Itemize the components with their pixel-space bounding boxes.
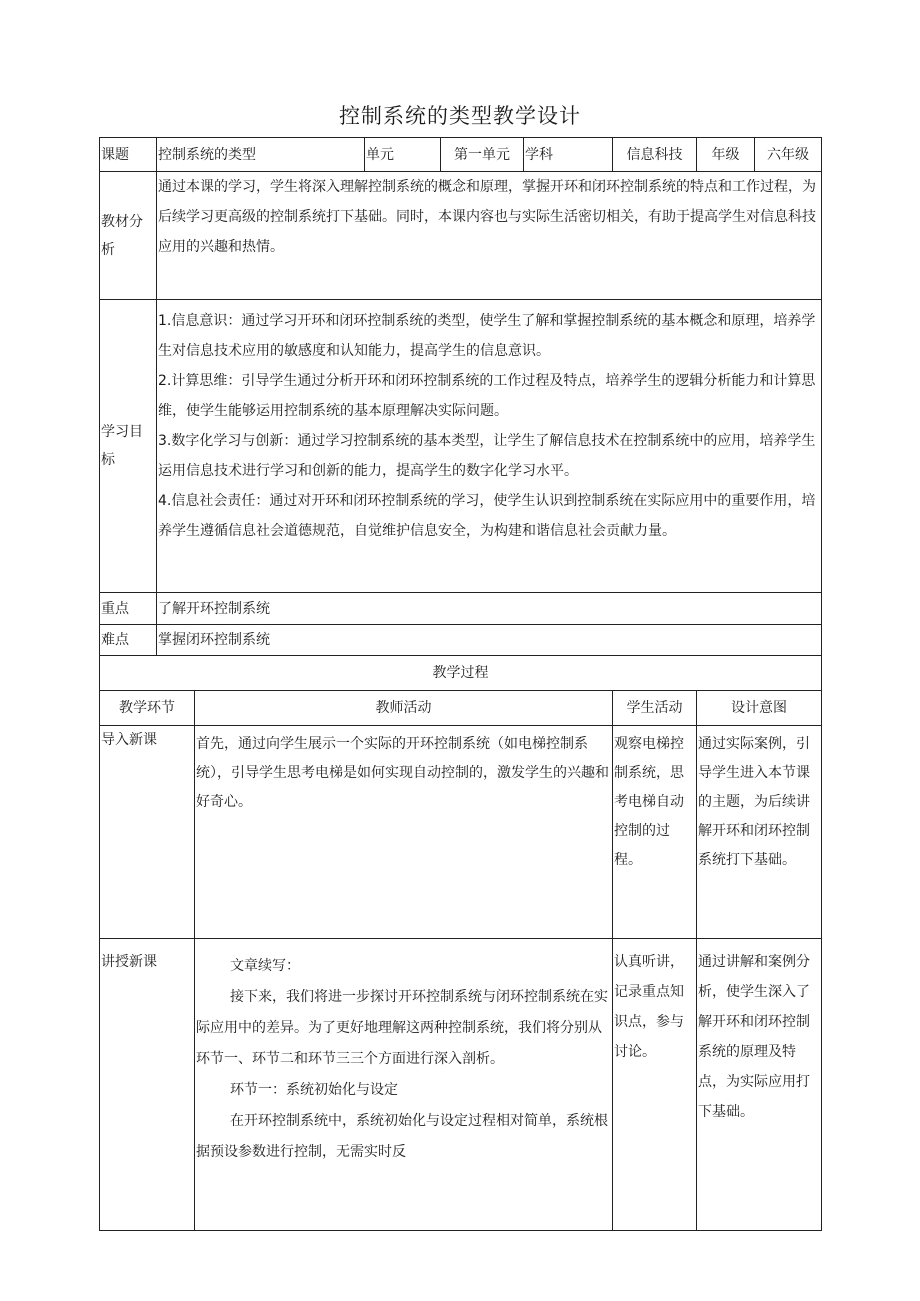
unit-value: 第一单元: [441, 138, 524, 172]
objectives-label: 学习目标: [100, 300, 157, 593]
intro-stage: 导入新课: [100, 726, 195, 939]
objective-item: 3.数字化学习与创新：通过学习控制系统的基本类型，让学生了解信息技术在控制系统中的应用，培养学生运用信息技术进行学习和创新的能力，提高学生的数字化学习水平。: [158, 433, 816, 479]
lesson-intent: 通过讲解和案例分析，使学生深入了解开环和闭环控制系统的原理及特点，为实际应用打下基础。: [697, 939, 822, 1231]
material-analysis-text: [157, 172, 822, 300]
objectives-cell: [157, 300, 822, 593]
material-analysis-paragraph: 通过本课的学习，学生将深入理解控制系统的概念和原理，掌握开环和闭环控制系统的特点和工作过程，为后续学习更高级的控制系统打下基础。同时，本课内容也与实际生活密切相关，有助于提高学生对信息科技应用的兴趣和热情。: [158, 179, 816, 255]
lesson-paragraph: 文章续写：: [230, 958, 300, 974]
teacher-header: 教师活动: [195, 691, 613, 726]
course-label: 课题: [100, 138, 157, 172]
unit-label: 单元: [365, 138, 441, 172]
key-point-label: 重点: [100, 593, 157, 625]
subject-label: 学科: [524, 138, 613, 172]
document-title: 控制系统的类型教学设计: [339, 104, 581, 128]
intro-student: 观察电梯控制系统，思考电梯自动控制的过程。: [613, 726, 697, 939]
objectives-row: [100, 300, 822, 593]
lesson-paragraph: 环节一：系统初始化与设定: [230, 1082, 398, 1098]
process-header-row: [100, 691, 822, 726]
student-header: 学生活动: [613, 691, 697, 726]
intro-row: [100, 726, 822, 939]
intent-header: 设计意图: [697, 691, 822, 726]
lesson-stage: 讲授新课: [100, 939, 195, 1231]
lesson-student: 认真听讲，记录重点知识点，参与讨论。: [613, 939, 697, 1231]
objective-item: 4.信息社会责任：通过对开环和闭环控制系统的学习，使学生认识到控制系统在实际应用中的重要作用，培养学生遵循信息社会道德规范，自觉维护信息安全，为构建和谐信息社会贡献力量。: [158, 493, 816, 539]
lesson-paragraph: 接下来，我们将进一步探讨开环控制系统与闭环控制系统在实际应用中的差异。为了更好地理解这两种控制系统，我们将分别从环节一、环节二和环节三三个方面进行深入剖析。: [196, 989, 608, 1067]
material-analysis-row: [100, 172, 822, 300]
course-value: 控制系统的类型: [157, 138, 365, 172]
material-analysis-label: 教材分析: [100, 172, 157, 300]
difficulty-label: 难点: [100, 625, 157, 656]
lesson-paragraph: 在开环控制系统中，系统初始化与设定过程相对简单，系统根据预设参数进行控制，无需实时反: [196, 1113, 608, 1160]
objective-item: 1.信息意识：通过学习开环和闭环控制系统的类型，使学生了解和掌握控制系统的基本概念和原理，培养学生对信息技术应用的敏感度和认知能力，提高学生的信息意识。: [158, 313, 816, 359]
key-point-row: [100, 593, 822, 625]
stage-header: 教学环节: [100, 691, 195, 726]
lesson-teacher: [195, 939, 613, 1231]
intro-intent: 通过实际案例，引导学生进入本节课的主题，为后续讲解开环和闭环控制系统打下基础。: [697, 726, 822, 939]
grade-value: 六年级: [755, 138, 822, 172]
process-heading: 教学过程: [100, 656, 822, 691]
objective-item: 2.计算思维：引导学生通过分析开环和闭环控制系统的工作过程及特点，培养学生的逻辑分析能力和计算思维，使学生能够运用控制系统的基本原理解决实际问题。: [158, 373, 816, 419]
key-point-value: 了解开环控制系统: [157, 593, 822, 625]
info-row: [100, 138, 822, 172]
grade-label: 年级: [697, 138, 755, 172]
lesson-plan-table: [99, 137, 822, 1231]
lesson-row: [100, 939, 822, 1231]
difficulty-value: 掌握闭环控制系统: [157, 625, 822, 656]
subject-value: 信息科技: [613, 138, 697, 172]
process-heading-row: [100, 656, 822, 691]
difficulty-row: [100, 625, 822, 656]
intro-teacher: 首先，通过向学生展示一个实际的开环控制系统（如电梯控制系统），引导学生思考电梯是如何实现自动控制的，激发学生的兴趣和好奇心。: [195, 726, 613, 939]
